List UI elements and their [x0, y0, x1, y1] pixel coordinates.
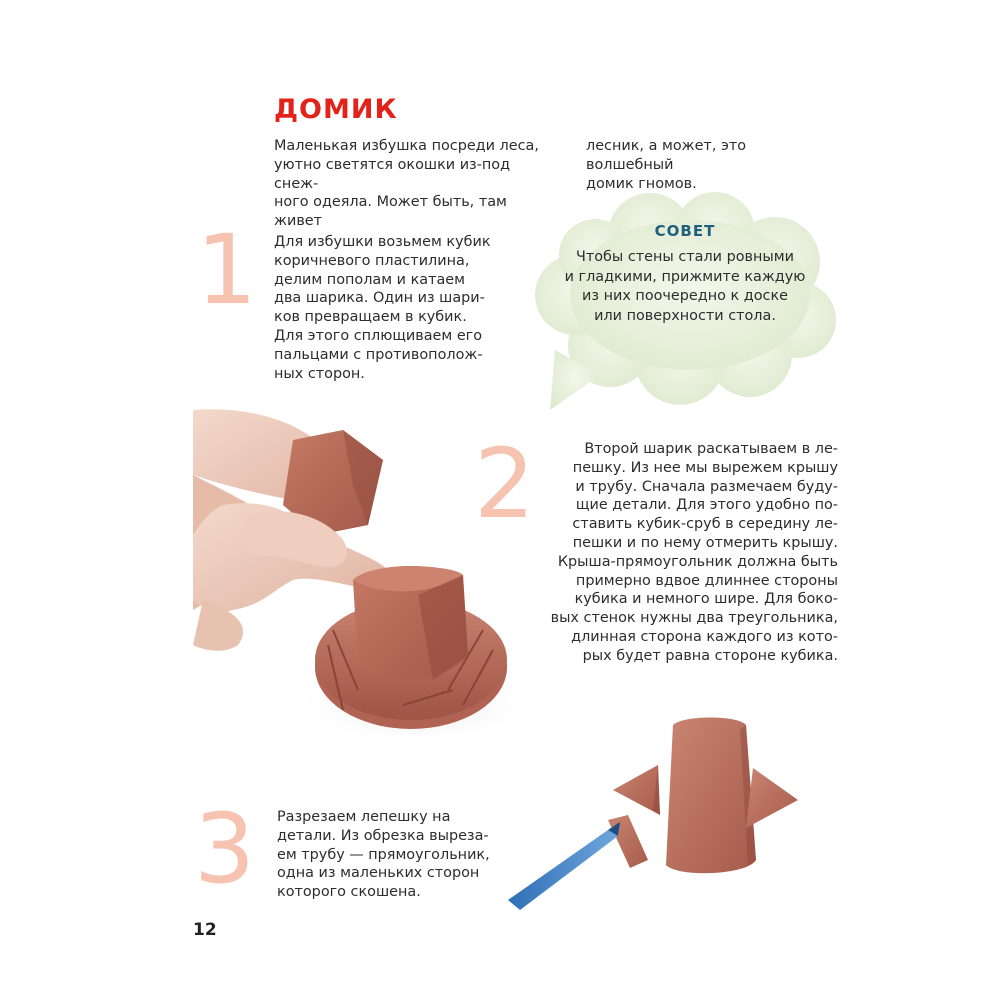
step-number: 1	[196, 214, 258, 326]
step-line: делим пополам и катаем	[274, 271, 466, 288]
step-line: вых стенок нужны два треугольника,	[550, 610, 838, 627]
intro-line: уютно светятся окошки из-под снеж-	[274, 156, 511, 192]
tip-line: и гладкими, прижмите каждую	[564, 268, 806, 285]
step-line: щие детали. Для этого удобно по-	[575, 497, 838, 514]
step-line: ных сторон.	[274, 365, 365, 382]
step-line: ем трубу — прямоугольник,	[277, 846, 490, 863]
intro-text-left	[274, 137, 549, 231]
step-text	[274, 233, 519, 383]
step-line: одна из маленьких сторон	[277, 865, 480, 882]
step-line: примерно вдвое длиннее стороны	[575, 572, 838, 589]
step-text	[548, 440, 838, 666]
step-line: кубика и немного шире. Для боко-	[574, 591, 838, 608]
step-line: Крыша-прямоугольник должна быть	[557, 553, 838, 570]
intro-line: домик гномов.	[586, 175, 697, 192]
intro-line: Маленькая избушка посреди леса,	[274, 138, 539, 154]
step-line: Для избушки возьмем кубик	[274, 234, 491, 250]
step-text	[277, 808, 507, 902]
step-line: коричневого пластилина,	[274, 252, 470, 269]
tip-line: из них поочередно к доске	[581, 288, 788, 304]
photo-cut-pieces	[508, 710, 813, 930]
tip-title: СОВЕТ	[654, 222, 716, 240]
page-number: 12	[193, 920, 217, 940]
step-line: рых будет равна стороне кубика.	[582, 647, 838, 664]
step-line: и трубу. Сначала размечаем буду-	[575, 478, 838, 495]
step-line: Разрезаем лепешку на	[277, 809, 451, 825]
step-line: длинная сторона каждого из кото-	[571, 628, 838, 645]
step-line: детали. Из обрезка выреза-	[277, 827, 489, 844]
step-line: пальцами с противополож-	[274, 346, 483, 363]
step-line: Второй шарик раскатываем в ле-	[584, 441, 838, 457]
step-line: пешку. Из нее мы вырежем крышу	[572, 459, 838, 476]
step-line: Для этого сплющиваем его	[274, 327, 483, 344]
step-line: которого скошена.	[277, 884, 421, 901]
tip-line: или поверхности стола.	[594, 307, 776, 324]
step-line: два шарика. Один из шари-	[274, 290, 485, 307]
page-title: ДОМИК	[274, 94, 398, 125]
step-line: пешки и по нему отмерить крышу.	[572, 534, 838, 551]
step-number: 3	[194, 793, 256, 905]
intro-line: ного одеяла. Может быть, там живет	[274, 194, 507, 230]
tip-line: Чтобы стены стали ровными	[576, 249, 794, 265]
tip-text	[548, 248, 822, 326]
tip-cloud	[530, 180, 840, 415]
step-line: ков превращаем в кубик.	[274, 309, 467, 326]
step-number: 2	[474, 428, 536, 540]
intro-line: лесник, а может, это волшебный	[586, 138, 747, 173]
step-line: ставить кубик-сруб в середину ле-	[572, 516, 838, 533]
